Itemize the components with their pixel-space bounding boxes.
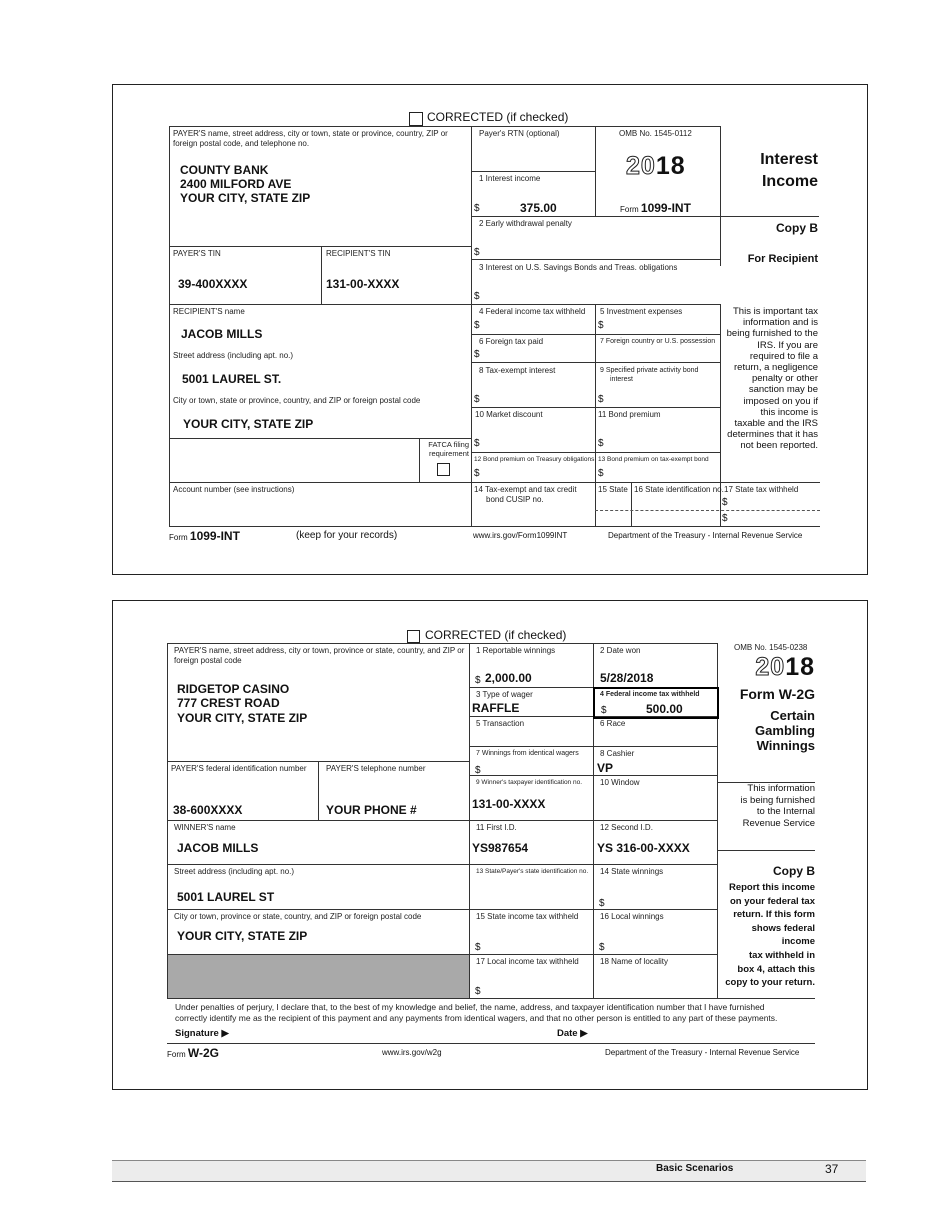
- tax-year: 2018: [626, 152, 686, 180]
- payer-phone: YOUR PHONE #: [326, 803, 417, 817]
- box4-label: 4 Federal income tax withheld: [479, 307, 586, 316]
- w2g-box15-dollar: $: [475, 942, 481, 953]
- date-won-value: 5/28/2018: [600, 671, 654, 685]
- box16-label: 16 State identification no.: [634, 485, 724, 494]
- payer-tin-label: PAYER'S TIN: [173, 249, 221, 258]
- w2g-url[interactable]: www.irs.gov/w2g: [382, 1048, 442, 1057]
- w2g-box2-label: 2 Date won: [600, 646, 641, 655]
- city-label: City or town, state or province, country, and ZIP or foreign postal code: [173, 396, 421, 405]
- fed-id-label: PAYER'S federal identification number: [171, 764, 307, 773]
- w2g-box6-label: 6 Race: [600, 719, 626, 728]
- w2g-tax-year: 2018: [755, 653, 815, 681]
- w2g-box5-label: 5 Transaction: [476, 719, 525, 728]
- w2g-payer-city: YOUR CITY, STATE ZIP: [177, 711, 308, 725]
- w2g-box4-label: 4 Federal income tax withheld: [600, 691, 700, 698]
- winner-tin-value: 131-00-XXXX: [472, 797, 546, 811]
- corrected-checkbox[interactable]: [409, 112, 423, 126]
- type-of-wager-value: RAFFLE: [472, 701, 520, 715]
- for-recipient: For Recipient: [747, 253, 818, 265]
- report-instructions: Report this income on your federal tax return. If this form shows federal income tax withheld in box 4, attach this copy to your return.: [725, 882, 815, 989]
- w2g-dept: Department of the Treasury - Internal Revenue Service: [605, 1048, 800, 1057]
- box10-dollar: $: [474, 438, 480, 449]
- box2-dollar: $: [474, 247, 480, 258]
- w2g-city-label: City or town, province or state, country, and ZIP or foreign postal code: [174, 912, 422, 921]
- street-label: Street address (including apt. no.): [173, 351, 294, 360]
- recipient-tin-label: RECIPIENT'S TIN: [326, 249, 391, 258]
- w2g-box3-label: 3 Type of wager: [476, 690, 533, 699]
- w2g-omb: OMB No. 1545-0238: [734, 643, 808, 652]
- w2g-street-label: Street address (including apt. no.): [174, 867, 295, 876]
- interest-income-value: 375.00: [520, 201, 557, 215]
- recipient-tin: 131-00-XXXX: [326, 277, 400, 291]
- payer-fed-id: 38-600XXXX: [173, 803, 243, 817]
- w2g-box12-label: 12 Second I.D.: [600, 823, 653, 832]
- perjury-statement: Under penalties of perjury, I declare that, to the best of my knowledge and belief, the name, address, and taxpayer identification number that I have furnished correctly identify me as the recipient of this payment and any payments from identical wagers, and that no other person is entitled to any part of these payments.: [175, 1002, 778, 1023]
- box6-dollar: $: [474, 349, 480, 360]
- box12-dollar: $: [474, 468, 480, 479]
- w2g-form-name: Form W-2G: [739, 686, 815, 702]
- w2g-box14-label: 14 State winnings: [600, 867, 664, 876]
- account-number-label: Account number (see instructions): [173, 485, 295, 494]
- payer-city: YOUR CITY, STATE ZIP: [180, 191, 311, 205]
- payer-street: 2400 MILFORD AVE: [180, 177, 292, 191]
- recipient-name-label: RECIPIENT'S name: [173, 307, 245, 316]
- w2g-box11-label: 11 First I.D.: [476, 823, 517, 832]
- w2g-box15-label: 15 State income tax withheld: [476, 912, 579, 921]
- w2g-box4-dollar: $: [601, 705, 607, 716]
- box13-dollar: $: [598, 468, 604, 479]
- winner-name: JACOB MILLS: [177, 841, 259, 855]
- form-1099-footer-id: Form 1099-INT: [169, 529, 240, 543]
- box8-label: 8 Tax-exempt interest: [479, 366, 556, 375]
- w2g-box10-label: 10 Window: [600, 778, 640, 787]
- shaded-area: [168, 955, 469, 998]
- payer-name: COUNTY BANK: [180, 163, 269, 177]
- fatca-checkbox[interactable]: [437, 463, 450, 476]
- w2g-box8-label: 8 Cashier: [600, 749, 635, 758]
- phone-label: PAYER'S telephone number: [326, 764, 426, 773]
- omb-number: OMB No. 1545-0112: [619, 129, 692, 138]
- signature-line[interactable]: Signature ▶: [175, 1028, 229, 1039]
- box3-label: 3 Interest on U.S. Savings Bonds and Treas. obligations: [479, 263, 678, 272]
- box9-dollar: $: [598, 394, 604, 405]
- box3-dollar: $: [474, 291, 480, 302]
- w2g-corrected-label: CORRECTED (if checked): [425, 628, 567, 642]
- cashier-value: VP: [597, 761, 614, 775]
- winner-name-label: WINNER'S name: [174, 823, 236, 832]
- keep-records: (keep for your records): [296, 530, 398, 541]
- recipient-name: JACOB MILLS: [181, 327, 263, 341]
- w2g-footer-id: Form W-2G: [167, 1046, 219, 1060]
- box7-label: 7 Foreign country or U.S. possession: [600, 338, 716, 345]
- form-title: Interest Income: [760, 151, 818, 190]
- form-id: Form 1099-INT: [620, 201, 691, 215]
- w2g-payer-label: PAYER'S name, street address, city or town, province or state, country, and ZIP or foreign postal code: [174, 646, 465, 665]
- w2g-box17-dollar: $: [475, 986, 481, 997]
- form-1099-url[interactable]: www.irs.gov/Form1099INT: [473, 531, 568, 540]
- box5-dollar: $: [598, 320, 604, 331]
- w2g-title: Certain Gambling Winnings: [755, 708, 815, 753]
- box11-label: 11 Bond premium: [598, 410, 661, 419]
- box4-dollar: $: [474, 320, 480, 331]
- recipient-street: 5001 LAUREL ST.: [182, 372, 282, 386]
- box15-label: 15 State: [598, 485, 628, 494]
- form-1099-dept: Department of the Treasury - Internal Revenue Service: [608, 531, 803, 540]
- w2g-box18-label: 18 Name of locality: [600, 957, 669, 966]
- page-footer-bar: [112, 1160, 866, 1182]
- winner-city: YOUR CITY, STATE ZIP: [177, 929, 308, 943]
- copy-b: Copy B: [776, 221, 818, 235]
- reportable-winnings-value: 2,000.00: [485, 671, 532, 685]
- box17-label: 17 State tax withheld: [724, 485, 799, 494]
- w2g-box1-label: 1 Reportable winnings: [476, 646, 556, 655]
- fatca-label: FATCA filing requirement: [428, 440, 469, 458]
- w2g-box1-dollar: $: [475, 675, 481, 686]
- payer-tin: 39-400XXXX: [178, 277, 248, 291]
- rtn-label: Payer's RTN (optional): [479, 129, 560, 138]
- box12-label: 12 Bond premium on Treasury obligations: [474, 456, 595, 463]
- date-line[interactable]: Date ▶: [557, 1028, 588, 1039]
- w2g-box7-dollar: $: [475, 765, 481, 776]
- box10-label: 10 Market discount: [475, 410, 543, 419]
- w2g-box16-label: 16 Local winnings: [600, 912, 664, 921]
- w2g-payer-street: 777 CREST ROAD: [177, 696, 280, 710]
- box17-dollar-b: $: [722, 513, 728, 524]
- recipient-city: YOUR CITY, STATE ZIP: [183, 417, 314, 431]
- box8-dollar: $: [474, 394, 480, 405]
- box13-label: 13 Bond premium on tax-exempt bond: [598, 456, 709, 463]
- w2g-box14-dollar: $: [599, 898, 605, 909]
- w2g-box16-dollar: $: [599, 942, 605, 953]
- w2g-payer-name: RIDGETOP CASINO: [177, 682, 290, 696]
- first-id-value: YS987654: [472, 841, 529, 855]
- corrected-label: CORRECTED (if checked): [427, 110, 569, 124]
- box17-dollar-a: $: [722, 497, 728, 508]
- box6-label: 6 Foreign tax paid: [479, 337, 544, 346]
- payer-label: PAYER'S name, street address, city or town, state or province, country, ZIP or foreign postal code, and telephone no.: [173, 129, 448, 148]
- important-notice: This is important tax information and is being furnished to the IRS. If you are required to file a return, a negligence penalty or other sanction may be imposed on you if this income is taxable and the IRS determines that it has not been reported.: [726, 306, 818, 452]
- w2g-box13-label: 13 State/Payer's state identification no.: [476, 868, 589, 875]
- copy-b-w2g: Copy B: [773, 864, 815, 878]
- irs-info: This information is being furnished to the Internal Revenue Service: [740, 783, 815, 829]
- box11-dollar: $: [598, 438, 604, 449]
- federal-tax-withheld-value: 500.00: [646, 702, 683, 716]
- box2-label: 2 Early withdrawal penalty: [479, 219, 572, 228]
- second-id-value: YS 316-00-XXXX: [597, 841, 690, 855]
- box1-label: 1 Interest income: [479, 174, 541, 183]
- section-title: Basic Scenarios: [656, 1163, 734, 1174]
- box5-label: 5 Investment expenses: [600, 307, 683, 316]
- w2g-corrected-checkbox[interactable]: [407, 630, 420, 643]
- w2g-box17-label: 17 Local income tax withheld: [476, 957, 579, 966]
- box1-dollar: $: [474, 203, 480, 214]
- page-number: 37: [825, 1162, 839, 1176]
- w2g-box9-label: 9 Winner's taxpayer identification no.: [476, 779, 583, 786]
- box9-label: 9 Specified private activity bond interest: [600, 367, 699, 383]
- winner-street: 5001 LAUREL ST: [177, 890, 275, 904]
- box14-label: 14 Tax-exempt and tax credit bond CUSIP no.: [474, 485, 577, 504]
- w2g-box7-label: 7 Winnings from identical wagers: [476, 750, 579, 757]
